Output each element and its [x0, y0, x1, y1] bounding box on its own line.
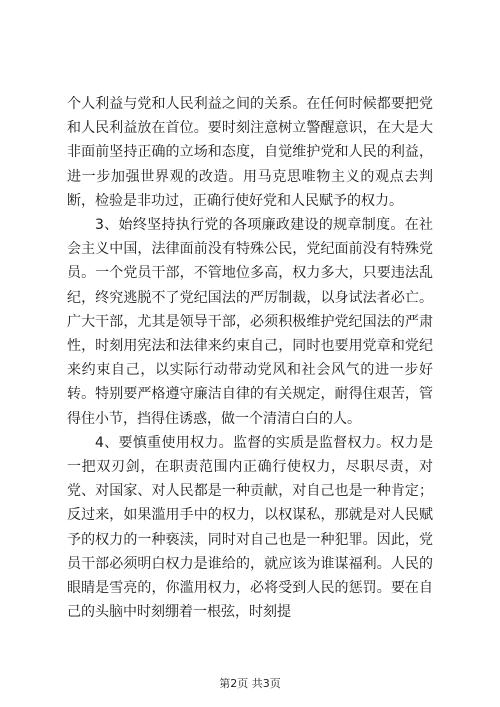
page-footer: 第2页 共3页	[219, 677, 281, 690]
paragraph-item-3: 3、始终坚持执行党的各项廉政建设的规章制度。在社会主义中国，法律面前没有特殊公民，党纪面前没有特殊党员。一个党员干部，不管地位多高，权力多大，只要违法乱纪，终究逃脱不了党纪国法的严厉制裁，以身试法者必亡。广大干部，尤其是领导干部，必须积极维护党纪国法的严肃性，时刻用宪法和法律来约束自己，同时也要用党章和党纪来约束自己，以实际行动带动党风和社会风气的进一步好转。特别要严格遵守廉洁自律的有关规定，耐得住艰苦，管得住小节，挡得住诱惑，做一个清清白白的人。	[67, 217, 433, 427]
paragraph-item-4: 4、要慎重使用权力。监督的实质是监督权力。权力是一把双刃剑，在职责范围内正确行使权力，尽职尽责，对党、对国家、对人民都是一种贡献，对自己也是一种肯定；反过来，如果滥用手中的权力，以权谋私，那就是对人民赋予的权力的一种亵渎，同时对自己也是一种犯罪。因此，党员干部必须明白权力是谁给的，就应该为谁谋福利。人民的眼睛是雪亮的，你滥用权力，必将受到人民的惩罚。要在自己的头脑中时刻绷着一根弦，时刻提	[67, 434, 433, 621]
paragraph-continuation: 个人利益与党和人民利益之间的关系。在任何时候都要把党和人民利益放在首位。要时刻注意树立警醒意识，在大是大非面前坚持正确的立场和态度，自觉维护党和人民的利益，进一步加强世界观的改造。用马克思唯物主义的观点去判断，检验是非功过，正确行使好党和人民赋予的权力。	[67, 96, 433, 209]
document-body	[67, 92, 433, 624]
